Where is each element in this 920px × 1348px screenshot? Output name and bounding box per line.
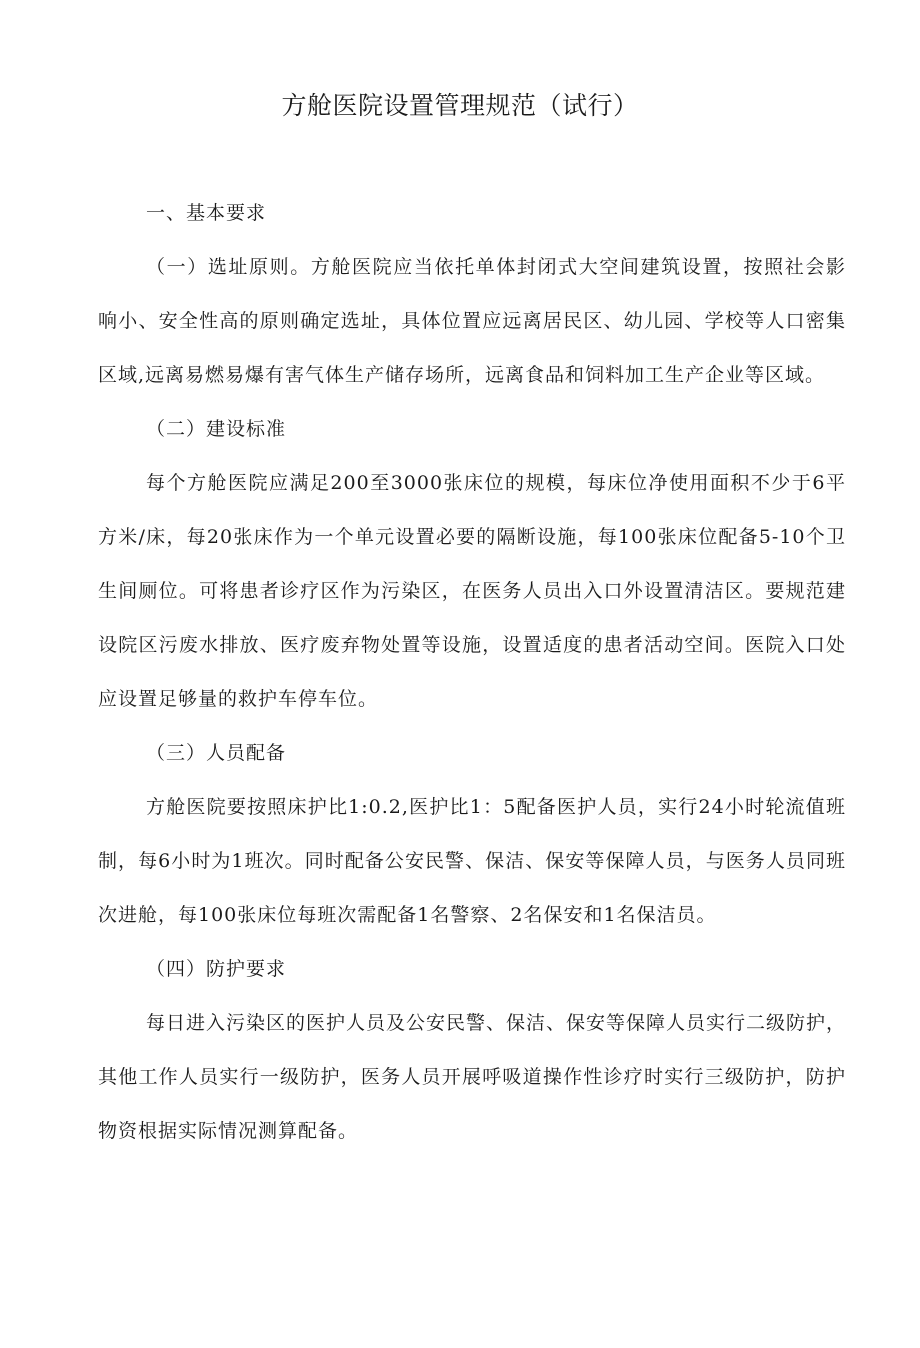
subheading-construction-standard: （二）建设标准 [146,418,287,440]
text-site-selection: 方舱医院应当依托单体封闭式大空间建筑设置，按照社会影响小、安全性高的原则确定选址，具体位置应远离居民区、幼儿园、学校等人口密集区域,远离易燃易爆有害气体生产储存场所，远离食品和饲料加工生产企业等区域。 [98,256,846,386]
section-heading-basic-requirements: 一、基本要求 [146,202,267,224]
document-title: 方舱医院设置管理规范（试行） [281,91,639,120]
paragraph-protection: 每日进入污染区的医护人员及公安民警、保洁、保安等保障人员实行二级防护，其他工作人员实行一级防护，医务人员开展呼吸道操作性诊疗时实行三级防护，防护物资根据实际情况测算配备。 [98,1012,847,1142]
paragraph-staffing: 方舱医院要按照床护比1:0.2,医护比1：5配备医护人员，实行24小时轮流值班制，每6小时为1班次。同时配备公安民警、保洁、保安等保障人员，与医务人员同班次进舱，每100张床位每班次需配备1名警察、2名保安和1名保洁员。 [98,796,846,926]
subheading-staffing: （三）人员配备 [146,742,287,764]
document-body [98,186,846,1158]
paragraph-site-selection [98,240,846,402]
subheading-protection: （四）防护要求 [146,958,287,980]
subheading-site-selection: （一）选址原则。 [146,256,311,278]
paragraph-construction-standard: 每个方舱医院应满足200至3000张床位的规模，每床位净使用面积不少于6平方米/床，每20张床作为一个单元设置必要的隔断设施，每100张床位配备5-10个卫生间厕位。可将患者诊疗区作为污染区，在医务人员出入口外设置清洁区。要规范建设院区污废水排放、医疗废弃物处置等设施，设置适度的患者活动空间。医院入口处应设置足够量的救护车停车位。 [98,472,846,710]
